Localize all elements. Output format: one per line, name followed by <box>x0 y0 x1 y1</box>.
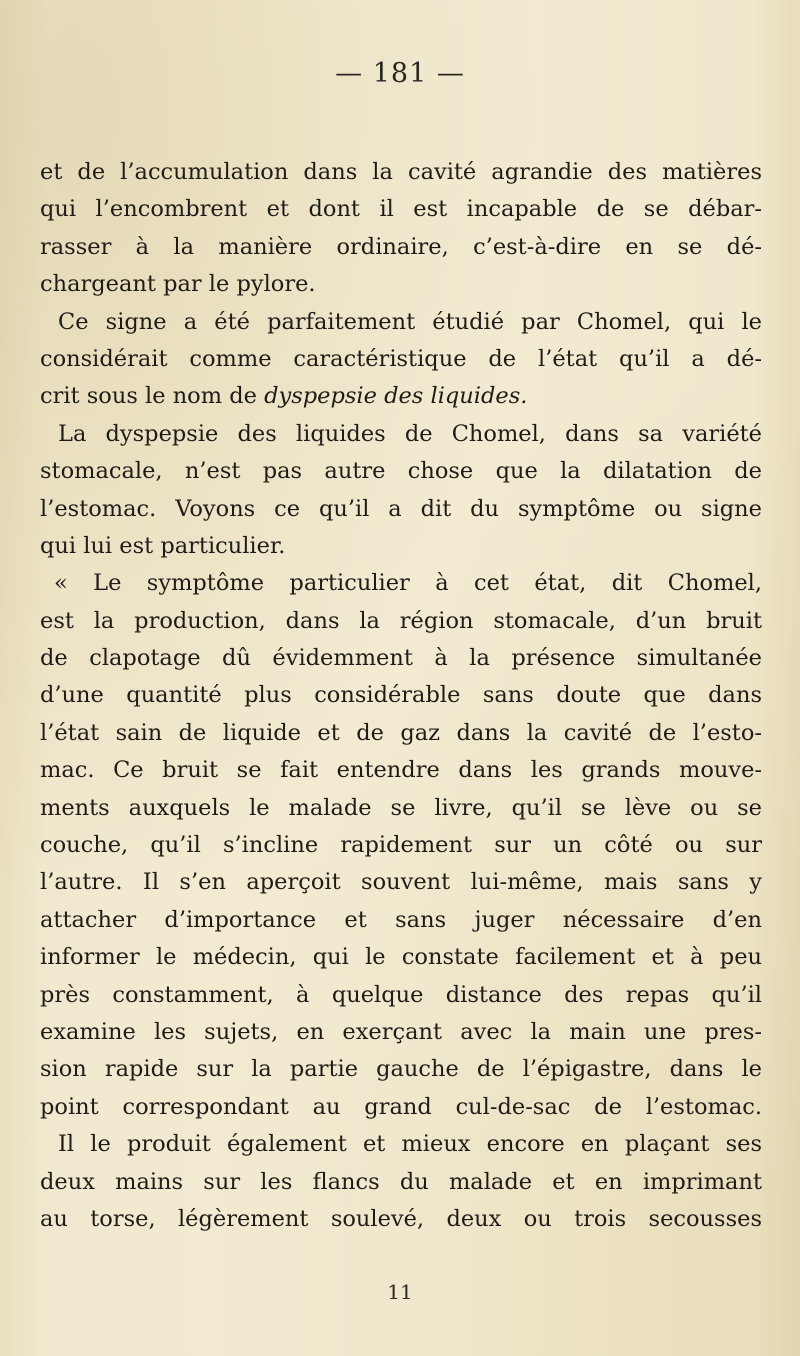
text-line: l’estomac. Voyons ce qu’il a dit du symptôme ou signe <box>40 495 762 522</box>
italic-term: dyspepsie des liquides. <box>264 383 528 410</box>
text-line: l’autre. Il s’en aperçoit souvent lui-même, mais sans y <box>40 869 762 896</box>
text-line: mac. Ce bruit se fait entendre dans les grands mouve- <box>40 757 762 784</box>
text-line: considérait comme caractéristique de l’état qu’il a dé- <box>40 345 762 372</box>
text-line: stomacale, n’est pas autre chose que la dilatation de <box>40 458 762 485</box>
text-line: l’état sain de liquide et de gaz dans la cavité de l’esto- <box>40 719 762 746</box>
text-line: couche, qu’il s’incline rapidement sur un côté ou sur <box>40 832 762 859</box>
text-line: rasser à la manière ordinaire, c’est-à-dire en se dé- <box>40 233 762 260</box>
page-number: — 181 — <box>335 58 465 89</box>
text-line: examine les sujets, en exerçant avec la main une pres- <box>40 1018 762 1045</box>
text-line: de clapotage dû évidemment à la présence simultanée <box>40 645 762 672</box>
signature-mark: 11 <box>387 1280 413 1304</box>
text-line: informer le médecin, qui le constate facilement et à peu <box>40 944 762 971</box>
text-line: est la production, dans la région stomacale, d’un bruit <box>40 607 762 634</box>
text-line: d’une quantité plus considérable sans doute que dans <box>40 682 762 709</box>
body-text <box>40 154 762 1238</box>
text-line: La dyspepsie des liquides de Chomel, dans sa variété <box>58 420 762 447</box>
text-line: attacher d’importance et sans juger nécessaire d’en <box>40 906 762 933</box>
text-line: ments auxquels le malade se livre, qu’il se lève ou se <box>40 794 762 821</box>
text-line-segment: crit sous le nom de <box>40 383 257 410</box>
text-line: sion rapide sur la partie gauche de l’épigastre, dans le <box>40 1056 762 1083</box>
text-line: près constamment, à quelque distance des repas qu’il <box>40 981 762 1008</box>
text-line: et de l’accumulation dans la cavité agrandie des matières <box>40 159 762 185</box>
text-line: « Le symptôme particulier à cet état, dit Chomel, <box>54 570 762 597</box>
text-line: point correspondant au grand cul-de-sac de l’estomac. <box>40 1093 762 1120</box>
text-line: qui l’encombrent et dont il est incapable de se débar- <box>40 196 762 223</box>
text-line: deux mains sur les flancs du malade et en imprimant <box>40 1168 762 1195</box>
text-line: au torse, légèrement soulevé, deux ou trois secousses <box>40 1205 762 1232</box>
text-line: Il le produit également et mieux encore en plaçant ses <box>58 1131 762 1158</box>
text-line <box>40 378 762 415</box>
text-line: chargeant par le pylore. <box>40 271 316 298</box>
text-line: Ce signe a été parfaitement étudié par Chomel, qui le <box>58 308 762 335</box>
text-line: qui lui est particulier. <box>40 532 286 559</box>
